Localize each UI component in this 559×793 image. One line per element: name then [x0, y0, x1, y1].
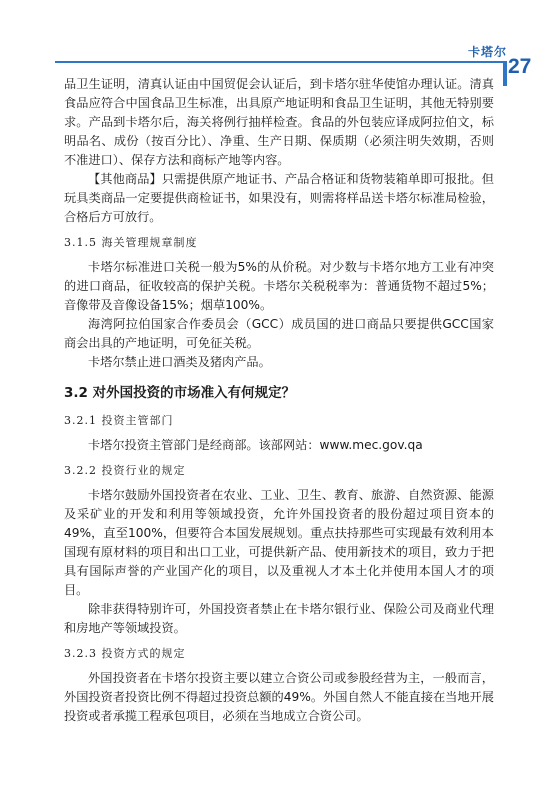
- subheading-investment-methods: 3.2.3 投资方式的规定: [64, 647, 186, 660]
- paragraph-gcc-exemption: 海湾阿拉伯国家合作委员会（GCC）成员国的进口商品只要提供GCC国家商会出具的产地证明，可免征关税。: [64, 317, 494, 350]
- page-number: 27: [508, 55, 532, 78]
- paragraph-restricted-sectors: 除非获得特别许可，外国投资者禁止在卡塔尔银行业、保险公司及商业代理和房地产等领域投资。: [64, 602, 494, 635]
- page-header: [0, 0, 559, 86]
- section-heading-market-access: 3.2 对外国投资的市场准入有何规定？: [64, 385, 296, 401]
- paragraph-tariff-rates: 卡塔尔标准进口关税一般为5%的从价税。对少数与卡塔尔地方工业有冲突的进口商品，征收较高的保护关税。卡塔尔关税税率为：普通货物不超过5%；音像带及音像设备15%；烟草100%。: [64, 260, 494, 312]
- paragraph-other-goods: 【其他商品】只需提供原产地证书、产品合格证和货物装箱单即可报批。但玩具类商品一定要提供商检证书，如果没有，则需将样品送卡塔尔标准局检验，合格后方可放行。: [64, 172, 494, 224]
- subheading-investment-sectors: 3.2.2 投资行业的规定: [64, 464, 186, 477]
- header-accent-bar: [503, 61, 507, 86]
- paragraph-import-ban: 卡塔尔禁止进口酒类及猪肉产品。: [88, 355, 271, 369]
- subheading-investment-authority: 3.2.1 投资主管部门: [64, 414, 174, 427]
- paragraph-food-certification: 品卫生证明，清真认证由中国贸促会认证后，到卡塔尔驻华使馆办理认证。清真食品应符合中国食品卫生标准，出具原产地证明和食品卫生证明，其他无特别要求。产品到卡塔尔后，海关将例行抽样检查。食品的外包装应译成阿拉伯文，标明品名、成份（按百分比）、净重、生产日期、保质期（必须注明失效期，否则不准进口）、保存方法和商标产地等内容。: [64, 77, 494, 167]
- paragraph-joint-ventures: 外国投资者在卡塔尔投资主要以建立合资公司或参股经营为主，一般而言，外国投资者投资比例不得超过投资总额的49%。外国自然人不能直接在当地开展投资或者承揽工程承包项目，必须在当地成立合资公司。: [64, 671, 494, 723]
- header-rule: [55, 61, 503, 63]
- subheading-customs-rules: 3.1.5 海关管理规章制度: [64, 236, 198, 249]
- page-body: [64, 75, 494, 726]
- paragraph-encouraged-sectors: 卡塔尔鼓励外国投资者在农业、工业、卫生、教育、旅游、自然资源、能源及采矿业的开发和利用等领域投资，允许外国投资者的股份超过项目资本的49%，直至100%，但要符合本国发展规划。重点扶持那些可实现最有效利用本国现有原材料的项目和出口工业，可提供新产品、使用新技术的项目，致力于把具有国际声誉的产业国产化的项目，以及重视人才本土化并使用本国人才的项目。: [64, 488, 494, 597]
- paragraph-authority-website: 卡塔尔投资主管部门是经商部。该部网站：www.mec.gov.qa: [88, 438, 423, 452]
- header-country-label: 卡塔尔: [467, 45, 507, 59]
